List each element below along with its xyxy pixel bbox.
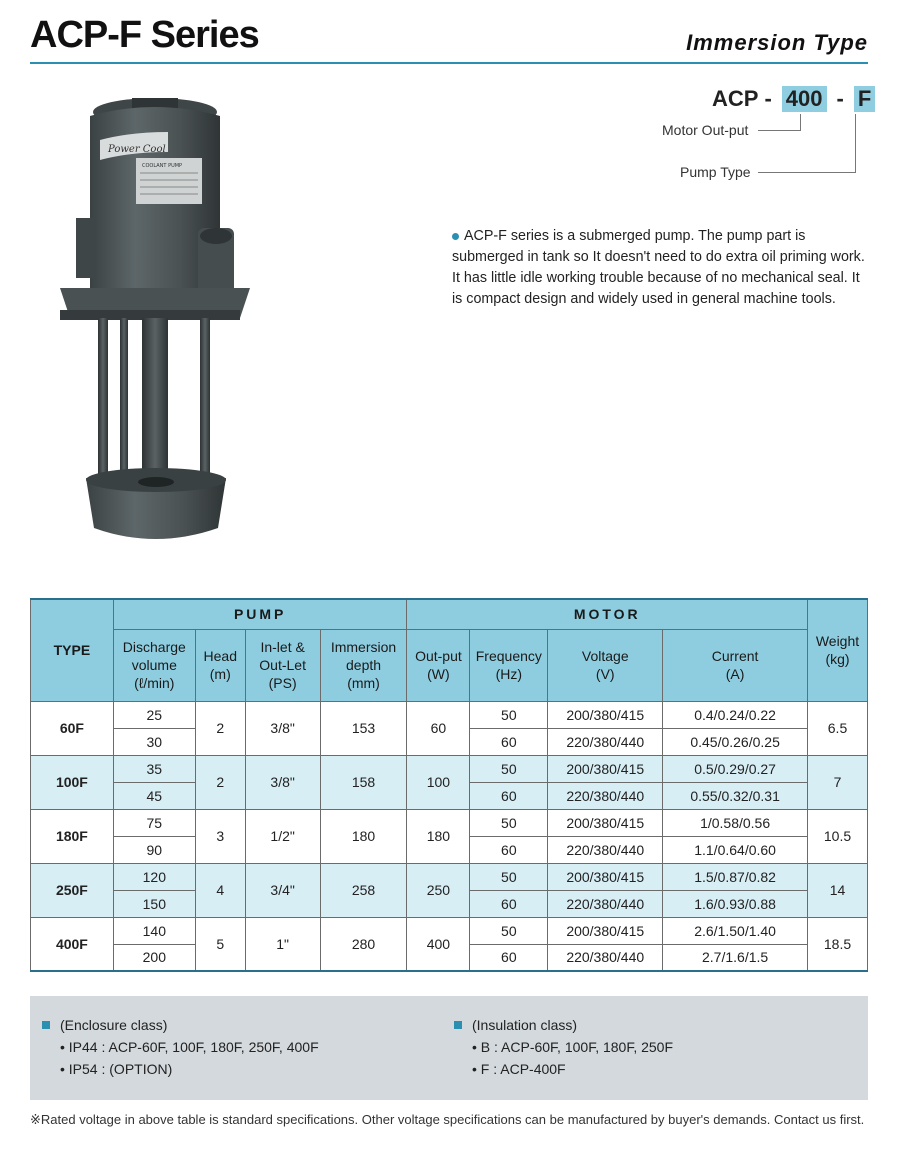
cell-current: 0.55/0.32/0.31 [663,782,808,809]
motor-output-label: Motor Out-put [662,122,749,138]
cell-type: 400F [31,917,114,971]
square-bullet-icon [454,1021,462,1029]
table-row [31,755,868,782]
cell-voltage: 200/380/415 [548,809,663,836]
leader-line [758,130,800,131]
cell-immersion: 258 [320,863,407,917]
page-subtitle: Immersion Type [686,30,868,55]
description-text: ACP-F series is a submerged pump. The pump part is submerged in tank so It doesn't need to do extra oil priming work. It has little idle working trouble because of no mechanical seal. It is compact design and widely used in general machine tools. [452,228,865,307]
cell-voltage: 200/380/415 [548,863,663,890]
insulation-notes [454,1014,673,1080]
cell-current: 0.45/0.26/0.25 [663,728,808,755]
cell-voltage: 200/380/415 [548,755,663,782]
cell-current: 0.4/0.24/0.22 [663,701,808,728]
cell-voltage: 220/380/440 [548,728,663,755]
cell-frequency: 60 [470,728,548,755]
insulation-title: (Insulation class) [472,1017,578,1033]
col-discharge: Discharge volume (ℓ/min) [113,629,195,701]
col-type: TYPE [31,599,114,701]
table-row [31,701,868,728]
cell-current: 2.6/1.50/1.40 [663,917,808,944]
group-motor: MOTOR [407,599,808,629]
cell-discharge: 140 [113,917,195,944]
model-separator: - [836,86,844,111]
pump-photo [50,88,260,558]
col-immersion: Immersion depth (mm) [320,629,407,701]
cell-head: 5 [195,917,245,971]
cell-discharge: 25 [113,701,195,728]
cell-immersion: 153 [320,701,407,755]
cell-voltage: 220/380/440 [548,782,663,809]
col-current: Current (A) [663,629,808,701]
cell-output: 100 [407,755,470,809]
model-code [712,86,879,112]
cell-weight: 10.5 [808,809,868,863]
cell-output: 60 [407,701,470,755]
footnote: ※Rated voltage in above table is standard specifications. Other voltage specifications can be manufactured by buyer's demands. Contact us first. [30,1112,865,1127]
table-row [31,917,868,944]
cell-frequency: 50 [470,863,548,890]
insulation-item: • F : ACP-400F [472,1061,566,1077]
cell-output: 400 [407,917,470,971]
enclosure-title: (Enclosure class) [60,1017,168,1033]
cell-weight: 6.5 [808,701,868,755]
pump-type-label: Pump Type [680,164,751,180]
cell-current: 1.6/0.93/0.88 [663,890,808,917]
cell-inlet: 1/2" [245,809,320,863]
cell-frequency: 60 [470,782,548,809]
cell-discharge: 200 [113,944,195,971]
cell-frequency: 60 [470,944,548,971]
cell-voltage: 200/380/415 [548,917,663,944]
cell-voltage: 220/380/440 [548,836,663,863]
model-code-diagram [660,80,890,190]
cell-voltage: 200/380/415 [548,701,663,728]
cell-frequency: 60 [470,890,548,917]
square-bullet-icon [42,1021,50,1029]
model-type-code: F [854,86,875,112]
cell-inlet: 3/8" [245,755,320,809]
cell-discharge: 120 [113,863,195,890]
cell-immersion: 158 [320,755,407,809]
enclosure-notes [42,1014,319,1080]
cell-current: 0.5/0.29/0.27 [663,755,808,782]
cell-head: 4 [195,863,245,917]
cell-discharge: 45 [113,782,195,809]
brand-label: Power Cool [108,144,166,155]
leader-line [800,114,801,131]
cell-output: 180 [407,809,470,863]
model-separator: - [764,86,772,111]
cell-frequency: 50 [470,809,548,836]
col-weight: Weight (kg) [808,599,868,701]
cell-inlet: 1" [245,917,320,971]
notes-panel [30,996,868,1100]
model-prefix: ACP [712,86,759,111]
cell-weight: 7 [808,755,868,809]
enclosure-item: • IP54 : (OPTION) [60,1061,173,1077]
cell-frequency: 50 [470,755,548,782]
table-row [31,809,868,836]
cell-immersion: 180 [320,809,407,863]
cell-frequency: 60 [470,836,548,863]
col-frequency: Frequency (Hz) [470,629,548,701]
bullet-icon [452,233,459,240]
group-pump: PUMP [113,599,407,629]
col-head: Head (m) [195,629,245,701]
cell-discharge: 30 [113,728,195,755]
cell-discharge: 35 [113,755,195,782]
cell-current: 2.7/1.6/1.5 [663,944,808,971]
cell-current: 1.5/0.87/0.82 [663,863,808,890]
cell-type: 250F [31,863,114,917]
cell-frequency: 50 [470,701,548,728]
cell-weight: 18.5 [808,917,868,971]
cell-weight: 14 [808,863,868,917]
cell-head: 2 [195,755,245,809]
cell-current: 1.1/0.64/0.60 [663,836,808,863]
col-output: Out-put (W) [407,629,470,701]
nameplate-label: COOLANT PUMP [142,163,183,169]
model-output-code: 400 [782,86,827,112]
cell-discharge: 90 [113,836,195,863]
cell-voltage: 220/380/440 [548,944,663,971]
cell-type: 60F [31,701,114,755]
cell-head: 3 [195,809,245,863]
cell-immersion: 280 [320,917,407,971]
leader-line [758,172,855,173]
cell-type: 180F [31,809,114,863]
header-divider [30,62,868,64]
insulation-item: • B : ACP-60F, 100F, 180F, 250F [472,1039,674,1055]
spec-table [30,598,868,972]
cell-discharge: 150 [113,890,195,917]
enclosure-item: • IP44 : ACP-60F, 100F, 180F, 250F, 400F [60,1039,319,1055]
cell-frequency: 50 [470,917,548,944]
product-description [452,226,872,310]
cell-inlet: 3/8" [245,701,320,755]
page-title: ACP-F Series [30,14,259,56]
cell-type: 100F [31,755,114,809]
cell-head: 2 [195,701,245,755]
cell-discharge: 75 [113,809,195,836]
cell-inlet: 3/4" [245,863,320,917]
cell-output: 250 [407,863,470,917]
cell-current: 1/0.58/0.56 [663,809,808,836]
col-inlet: In-let & Out-Let (PS) [245,629,320,701]
cell-voltage: 220/380/440 [548,890,663,917]
table-row [31,863,868,890]
leader-line [855,114,856,173]
col-voltage: Voltage (V) [548,629,663,701]
